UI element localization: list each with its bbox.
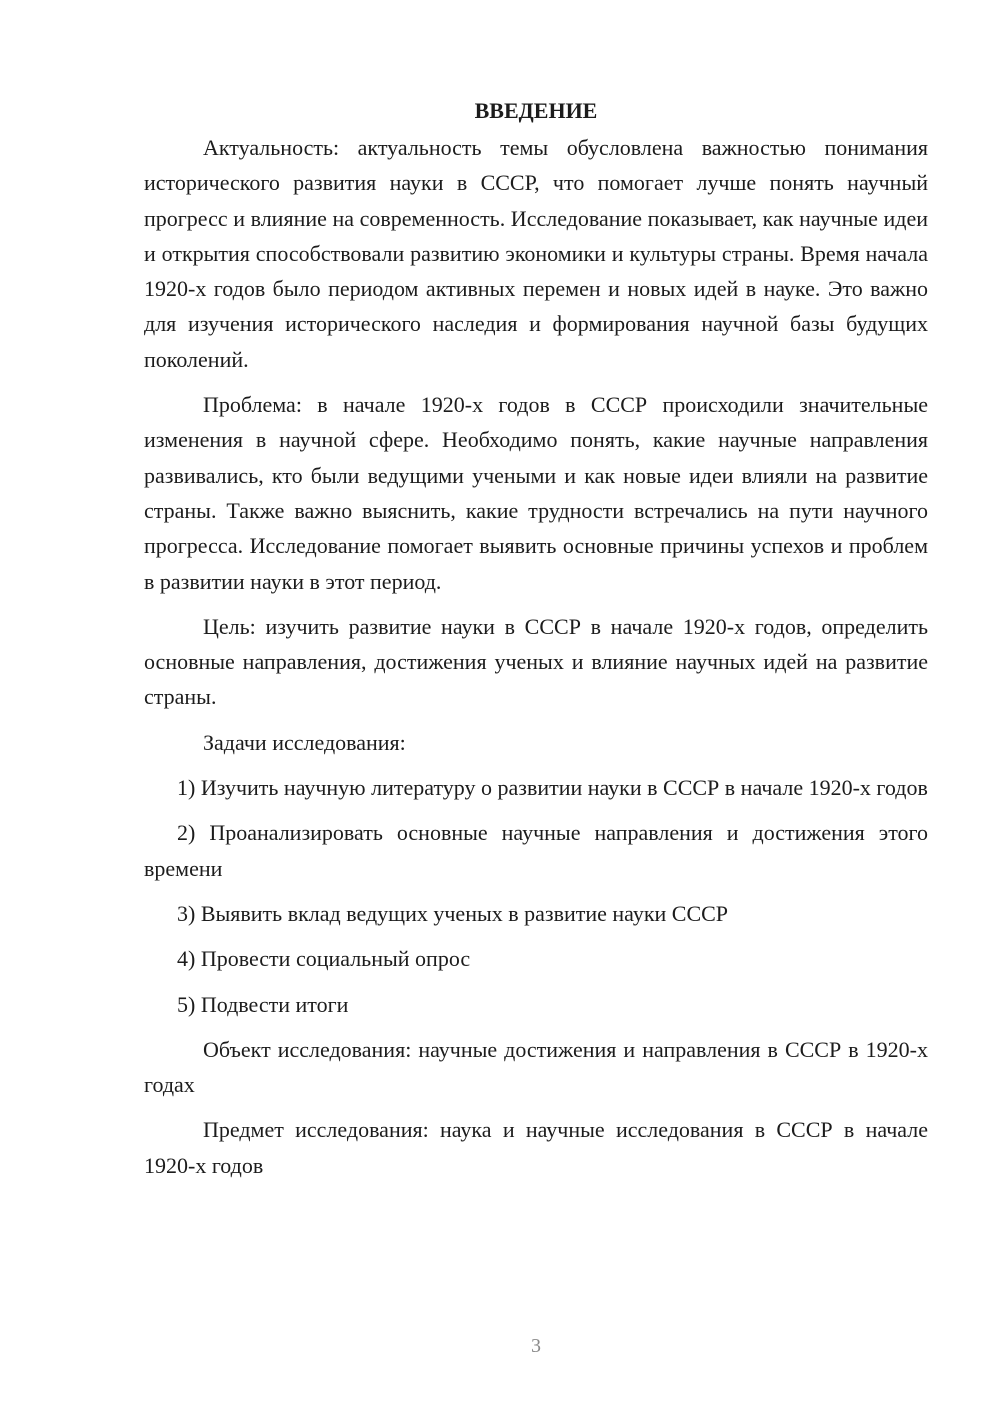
- relevance-paragraph: Актуальность: актуальность темы обусловлена важностью понимания исторического развития науки в СССР, что помогает лучше понять научный прогресс и влияние на современность. Исследование показывает, как научные идеи и открытия способствовали развитию экономики и культуры страны. Время начала 1920-х годов было периодом активных перемен и новых идей в науке. Это важно для изучения исторического наследия и формирования научной базы будущих поколений.: [144, 135, 928, 372]
- tasks-heading: Задачи исследования:: [203, 729, 406, 755]
- subject-paragraph: Предмет исследования: наука и научные исследования в СССР в начале 1920-х годов: [144, 1117, 928, 1178]
- object-paragraph: Объект исследования: научные достижения и направления в СССР в 1920-х годах: [144, 1036, 928, 1098]
- task-item-3: 3) Выявить вклад ведущих ученых в развитие науки СССР: [177, 900, 729, 926]
- task-item-1: 1) Изучить научную литературу о развитии науки в СССР в начале 1920-х годов: [177, 775, 928, 801]
- goal-paragraph: Цель: изучить развитие науки в СССР в начале 1920-х годов, определить основные направления, достижения ученых и влияние научных идей на развитие страны.: [144, 613, 928, 710]
- problem-paragraph: Проблема: в начале 1920-х годов в СССР происходили значительные изменения в научной сфере. Необходимо понять, какие научные направления развивались, кто были ведущими учеными и как новые идеи влияли на развитие страны. Также важно выяснить, какие трудности встречались на пути научного прогресса. Исследование помогает выявить основные причины успехов и проблем в развитии науки в этот период.: [144, 392, 928, 594]
- page-title: ВВЕДЕНИЕ: [474, 98, 598, 123]
- page-number: 3: [531, 1335, 541, 1357]
- page-content: [144, 96, 928, 1193]
- task-item-5: 5) Подвести итоги: [177, 991, 349, 1017]
- task-item-2: 2) Проанализировать основные научные направления и достижения этого времени: [144, 820, 928, 881]
- task-item-4: 4) Провести социальный опрос: [177, 946, 471, 972]
